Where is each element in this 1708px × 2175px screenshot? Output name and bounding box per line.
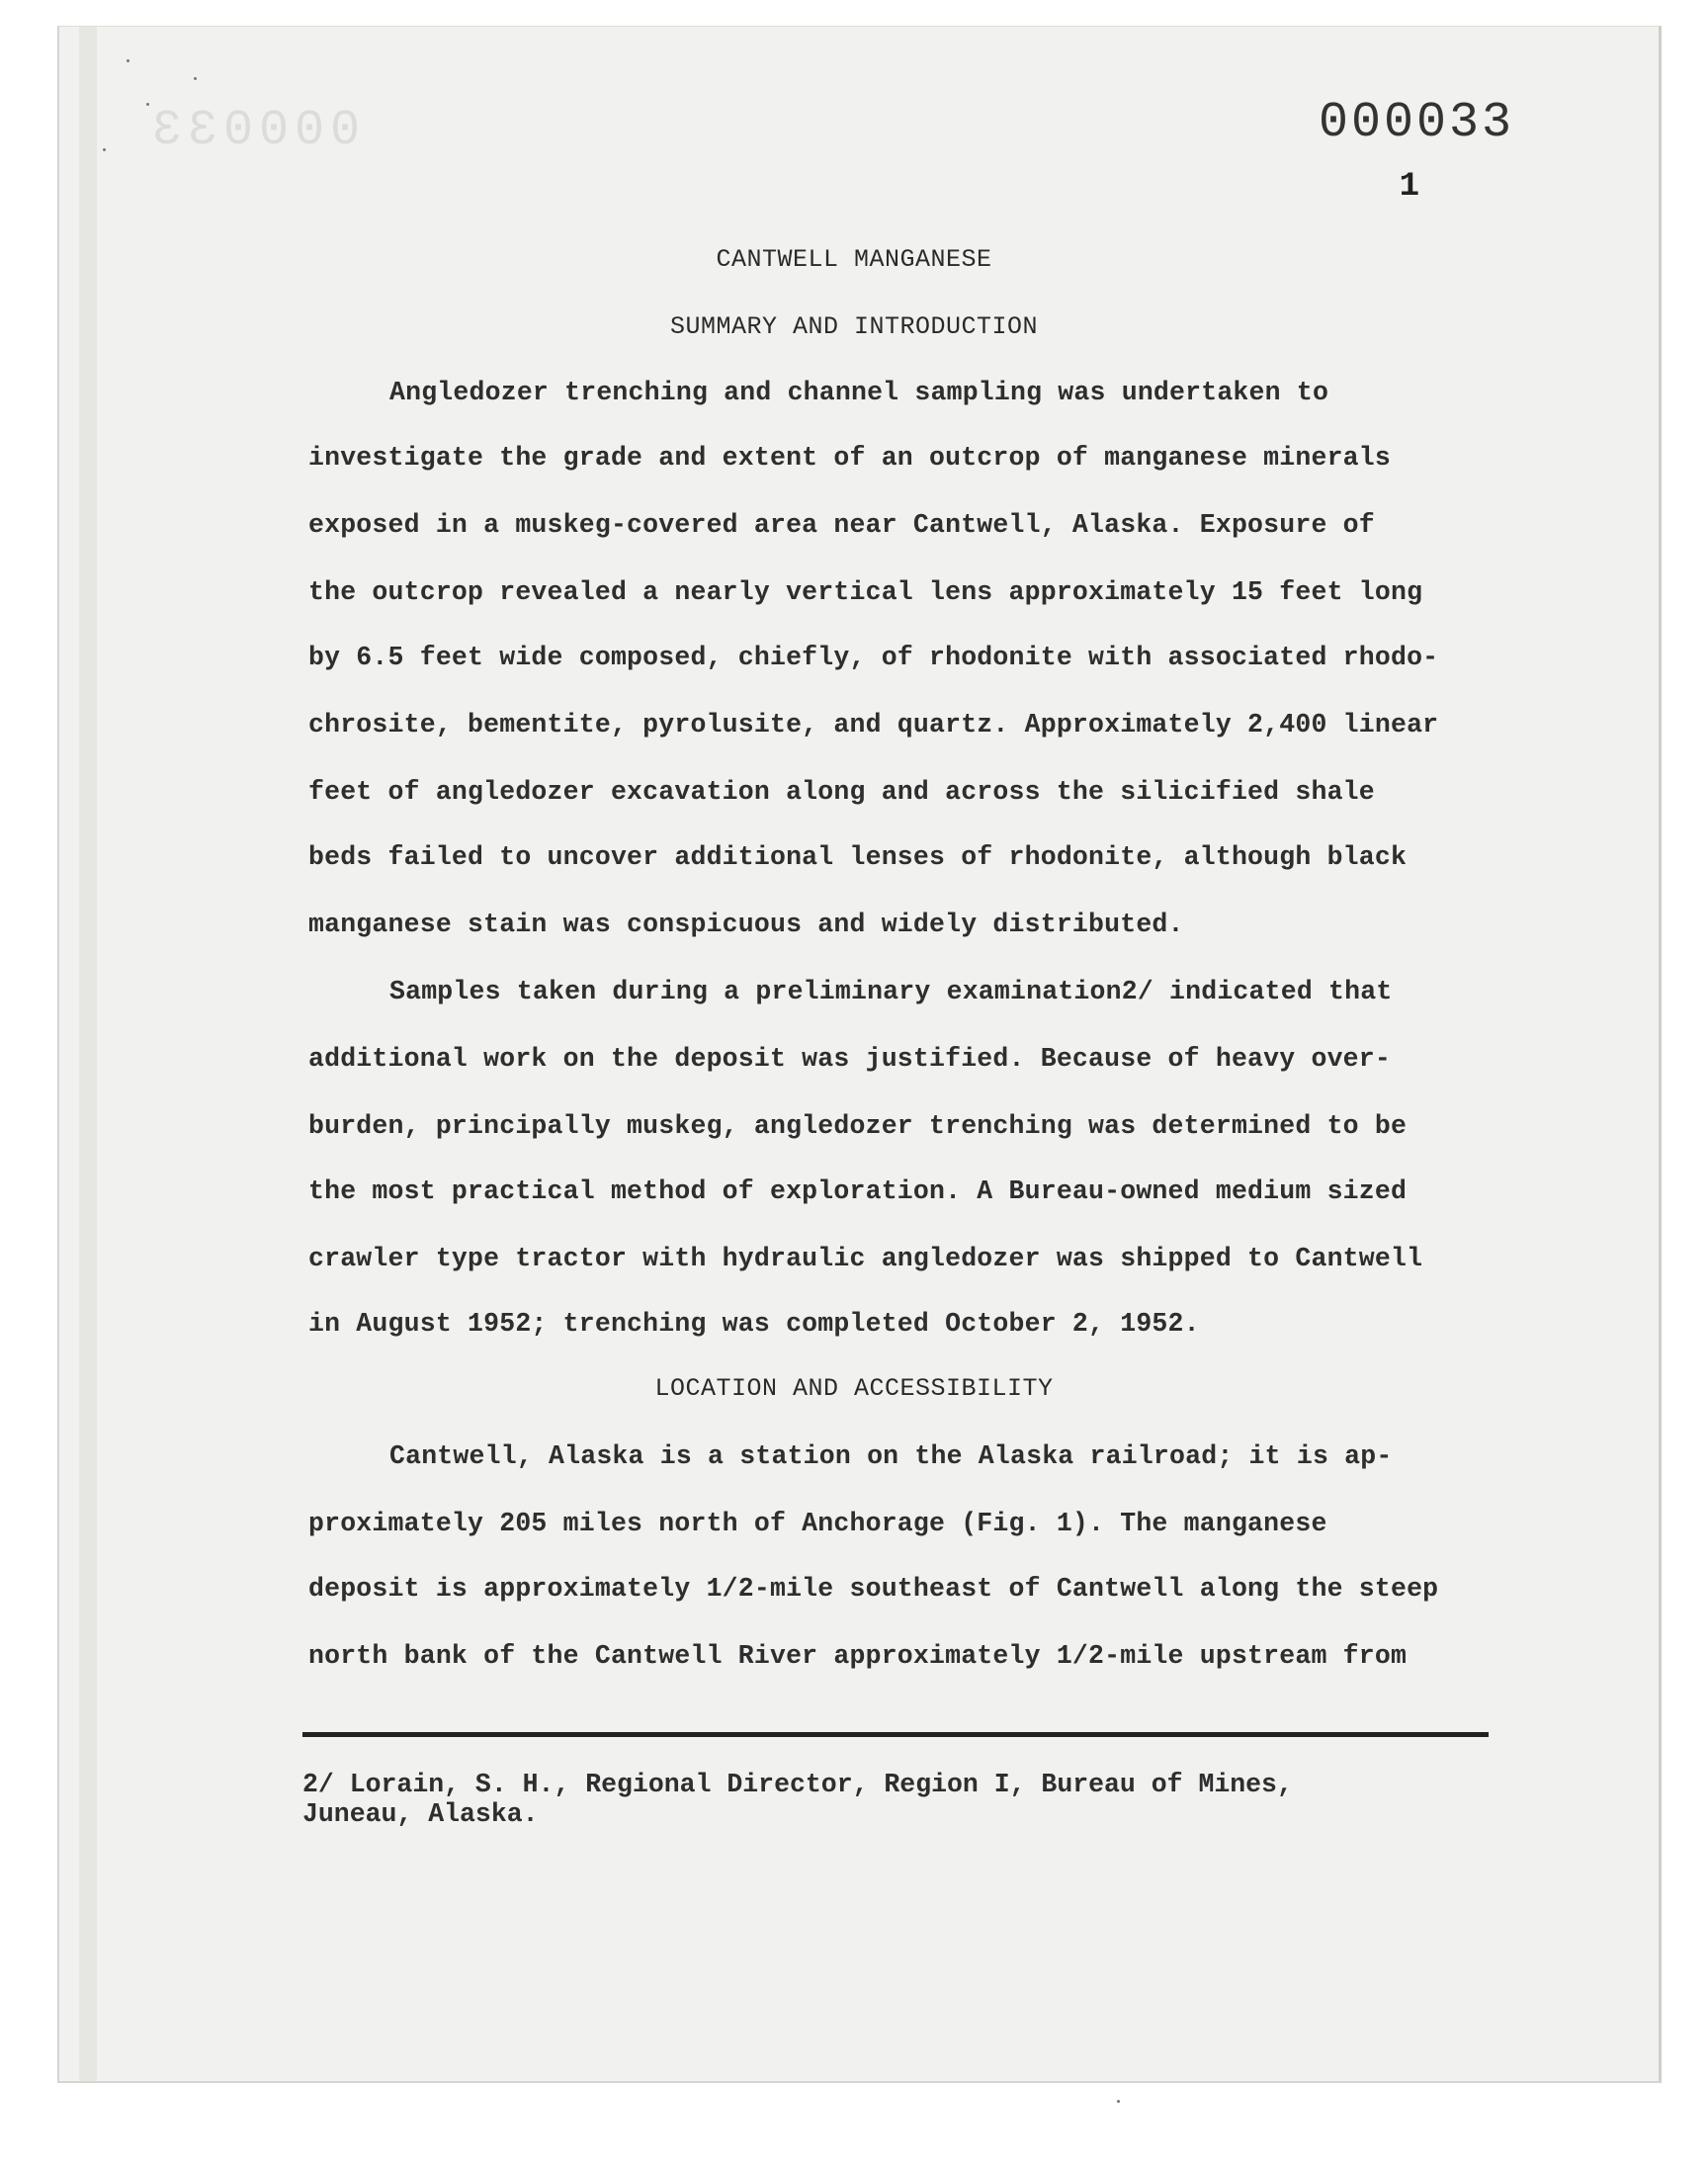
text-line: crawler type tractor with hydraulic angledozer was shipped to Cantwell (308, 1244, 1423, 1273)
text-line: investigate the grade and extent of an outcrop of manganese minerals (308, 443, 1391, 473)
text-line: north bank of the Cantwell River approximately 1/2-mile upstream from (308, 1641, 1408, 1671)
scan-speck (127, 59, 129, 62)
scan-speck (1117, 2100, 1120, 2103)
text-line: exposed in a muskeg-covered area near Cantwell, Alaska. Exposure of (308, 510, 1375, 540)
section-heading-location: LOCATION AND ACCESSIBILITY (654, 1374, 1054, 1403)
text-line: deposit is approximately 1/2-mile southeast of Cantwell along the steep (308, 1574, 1439, 1604)
text-line: manganese stain was conspicuous and widely distributed. (308, 910, 1184, 939)
text-line: Cantwell, Alaska is a station on the Alaska railroad; it is ap- (389, 1441, 1393, 1471)
text-line: by 6.5 feet wide composed, chiefly, of rhodonite with associated rhodo- (308, 643, 1439, 672)
text-line: Angledozer trenching and channel sampling was undertaken to (389, 378, 1329, 407)
text-line: burden, principally muskeg, angledozer trenching was determined to be (308, 1111, 1408, 1141)
text-line: additional work on the deposit was justified. Because of heavy over- (308, 1044, 1391, 1074)
text-line: the most practical method of exploration. A Bureau-owned medium sized (308, 1176, 1408, 1206)
scan-speck (194, 77, 197, 80)
text-line: in August 1952; trenching was completed October 2, 1952. (308, 1309, 1200, 1339)
footnote-divider (302, 1732, 1489, 1737)
page-number: 1 (1399, 168, 1419, 206)
text-line: feet of angledozer excavation along and across the silicified shale (308, 777, 1375, 807)
footnote-line: Juneau, Alaska. (302, 1799, 539, 1829)
text-line: chrosite, bementite, pyrolusite, and quartz. Approximately 2,400 linear (308, 710, 1439, 740)
text-line: Samples taken during a preliminary examination2/ indicated that (389, 977, 1393, 1006)
text-line: proximately 205 miles north of Anchorage (Fig. 1). The manganese (308, 1509, 1327, 1538)
scan-speck (103, 148, 106, 151)
section-heading-summary: SUMMARY AND INTRODUCTION (669, 312, 1039, 341)
ghost-document-number: 000033 (146, 103, 361, 159)
text-line: the outcrop revealed a nearly vertical lens approximately 15 feet long (308, 577, 1423, 607)
text-line: beds failed to uncover additional lenses of rhodonite, although black (308, 842, 1408, 872)
document-number: 000033 (1318, 95, 1514, 151)
footnote-line: 2/ Lorain, S. H., Regional Director, Region I, Bureau of Mines, (302, 1770, 1293, 1799)
document-title: CANTWELL MANGANESE (716, 245, 992, 274)
